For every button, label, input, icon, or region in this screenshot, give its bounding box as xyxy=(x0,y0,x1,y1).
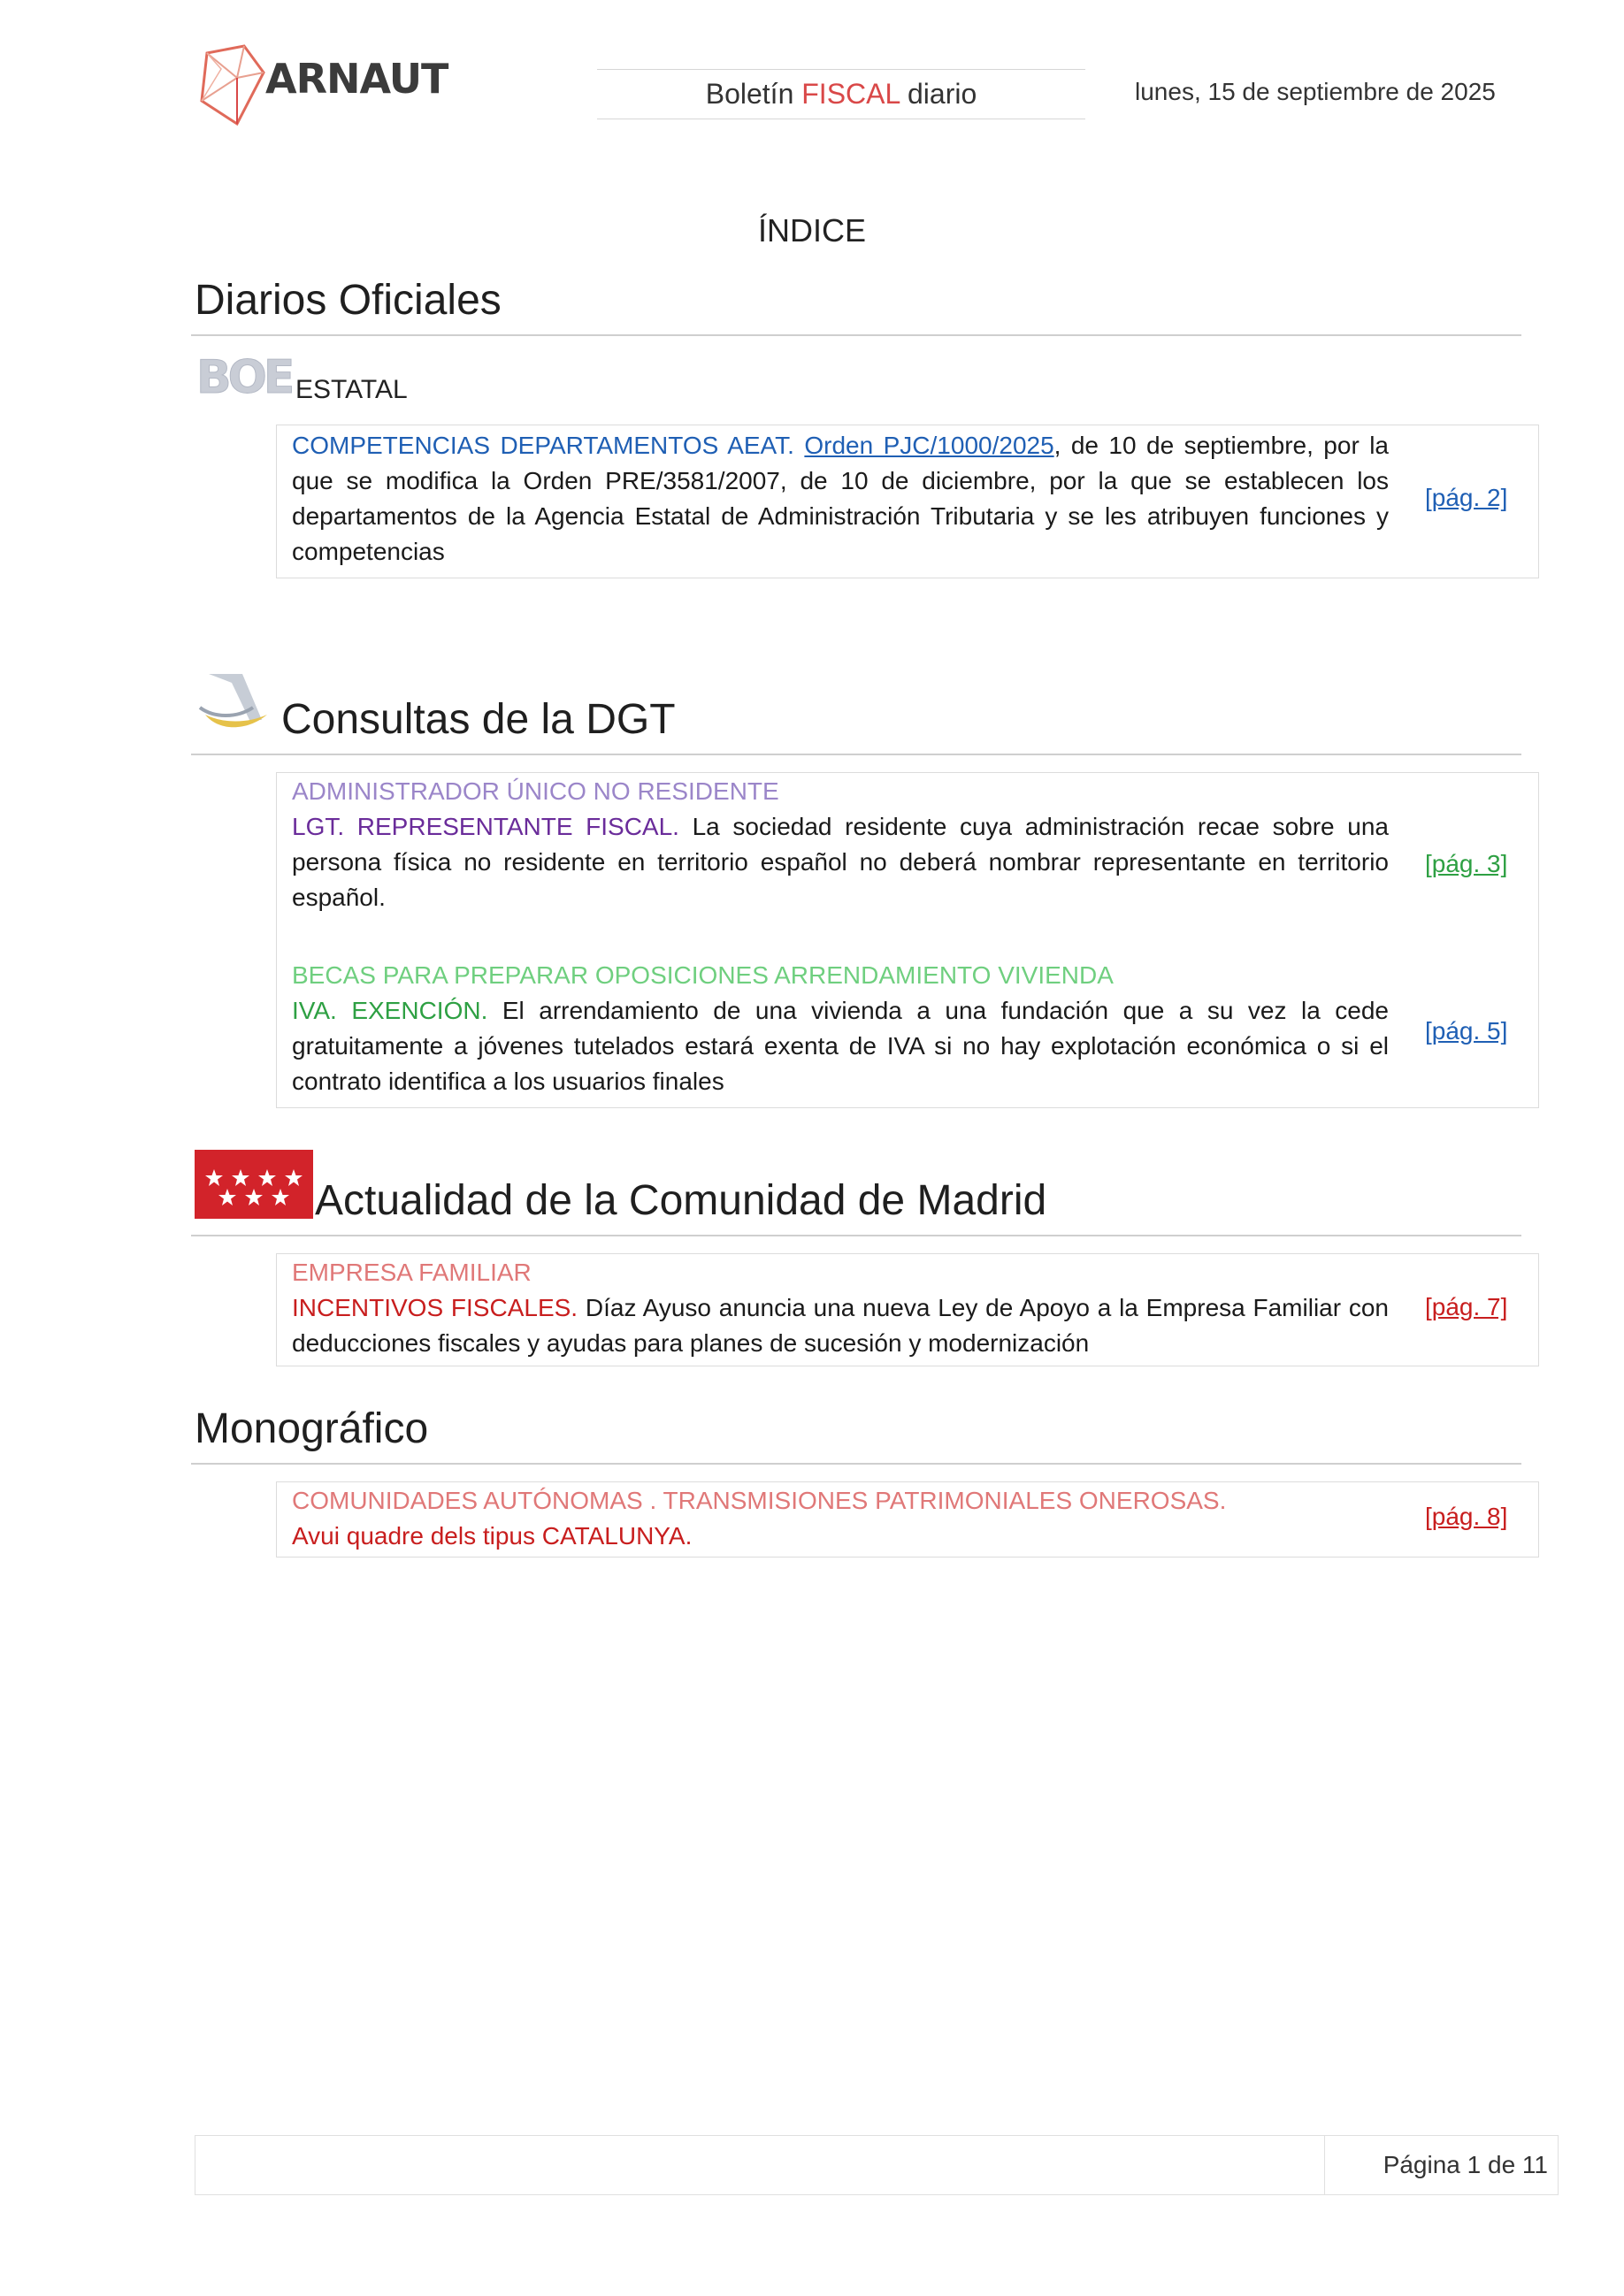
section-title-dgt: Consultas de la DGT xyxy=(281,696,676,743)
entry-category: COMPETENCIAS DEPARTAMENTOS AEAT. xyxy=(292,432,794,459)
entry-category: IVA. EXENCIÓN. xyxy=(292,997,488,1024)
entry-text xyxy=(292,1483,1389,1554)
entry-box-dgt xyxy=(276,772,1539,1108)
entry-body: Avui quadre dels tipus CATALUNYA. xyxy=(292,1522,693,1550)
footer-divider xyxy=(1324,2135,1325,2195)
section-title-monografico: Monográfico xyxy=(195,1405,429,1452)
entry-box-madrid xyxy=(276,1253,1539,1366)
entry-category: LGT. REPRESENTANTE FISCAL. xyxy=(292,813,679,840)
madrid-flag-icon xyxy=(195,1150,313,1219)
entry-text xyxy=(292,774,1389,915)
entry-topic: ADMINISTRADOR ÚNICO NO RESIDENTE xyxy=(292,777,779,805)
bulletin-prefix: Boletín xyxy=(705,78,802,110)
subsection-estatal: ESTATAL xyxy=(295,375,408,404)
entry-topic: BECAS PARA PREPARAR OPOSICIONES ARRENDAMIENTO VIVIENDA xyxy=(292,961,1114,989)
page-number: Página 1 de 11 xyxy=(1383,2151,1548,2178)
page-link[interactable]: [pág. 5] xyxy=(1425,1017,1508,1045)
brand-name: ARNAUT xyxy=(265,55,448,103)
entry-text xyxy=(292,1255,1389,1361)
entry-text xyxy=(292,958,1389,1099)
aeat-logo xyxy=(196,669,271,734)
section-title-diarios: Diarios Oficiales xyxy=(195,277,502,324)
entry-box-boe xyxy=(276,425,1539,578)
section-title-madrid: Actualidad de la Comunidad de Madrid xyxy=(315,1177,1047,1224)
index-title: ÍNDICE xyxy=(757,212,866,249)
entry-topic: COMUNIDADES AUTÓNOMAS . TRANSMISIONES PATRIMONIALES ONEROSAS. xyxy=(292,1487,1227,1514)
entry-body: , de 10 de septiembre, por la que se modifica la Orden PRE/3581/2007, de 10 de diciembre, por la que se establecen los departamentos de la Agencia Estatal de Administración Tributaria y se les atribuyen funciones y competencias xyxy=(292,432,1389,565)
section-divider xyxy=(191,754,1521,755)
entry-box-monografico xyxy=(276,1481,1539,1557)
arnaut-logo-icon xyxy=(196,42,267,131)
entry-body: La sociedad residente cuya administración recae sobre una persona física no residente en territorio español no deberá nombrar representante en territorio español. xyxy=(292,813,1389,911)
bulletin-accent: FISCAL xyxy=(801,78,900,110)
page-link[interactable]: [pág. 8] xyxy=(1425,1503,1508,1530)
section-divider xyxy=(191,1463,1521,1465)
header-date: lunes, 15 de septiembre de 2025 xyxy=(1135,78,1496,105)
page-link[interactable]: [pág. 3] xyxy=(1425,850,1508,877)
bulletin-title xyxy=(597,69,1085,119)
boe-logo xyxy=(196,352,292,398)
section-divider xyxy=(191,1235,1521,1236)
entry-category: INCENTIVOS FISCALES. xyxy=(292,1294,578,1321)
entry-link[interactable]: Orden PJC/1000/2025 xyxy=(804,432,1054,459)
svg-text:BOE: BOE xyxy=(196,352,292,398)
page-link[interactable]: [pág. 2] xyxy=(1425,484,1508,511)
entry-body: El arrendamiento de una vivienda a una fundación que a su vez la cede gratuitamente a jóvenes tutelados estará exenta de IVA si no hay explotación económica o si el contrato identifica a los usuarios finales xyxy=(292,997,1389,1095)
boe-logo-icon xyxy=(196,352,292,398)
section-divider xyxy=(191,334,1521,336)
aeat-logo-icon xyxy=(196,669,271,734)
entry-body: Díaz Ayuso anuncia una nueva Ley de Apoyo a la Empresa Familiar con deducciones fiscales y ayudas para planes de sucesión y modernización xyxy=(292,1294,1389,1357)
entry-topic: EMPRESA FAMILIAR xyxy=(292,1259,532,1286)
entry-text xyxy=(292,425,1389,580)
madrid-flag xyxy=(195,1150,313,1219)
page-link[interactable]: [pág. 7] xyxy=(1425,1293,1508,1320)
bulletin-suffix: diario xyxy=(900,78,977,110)
